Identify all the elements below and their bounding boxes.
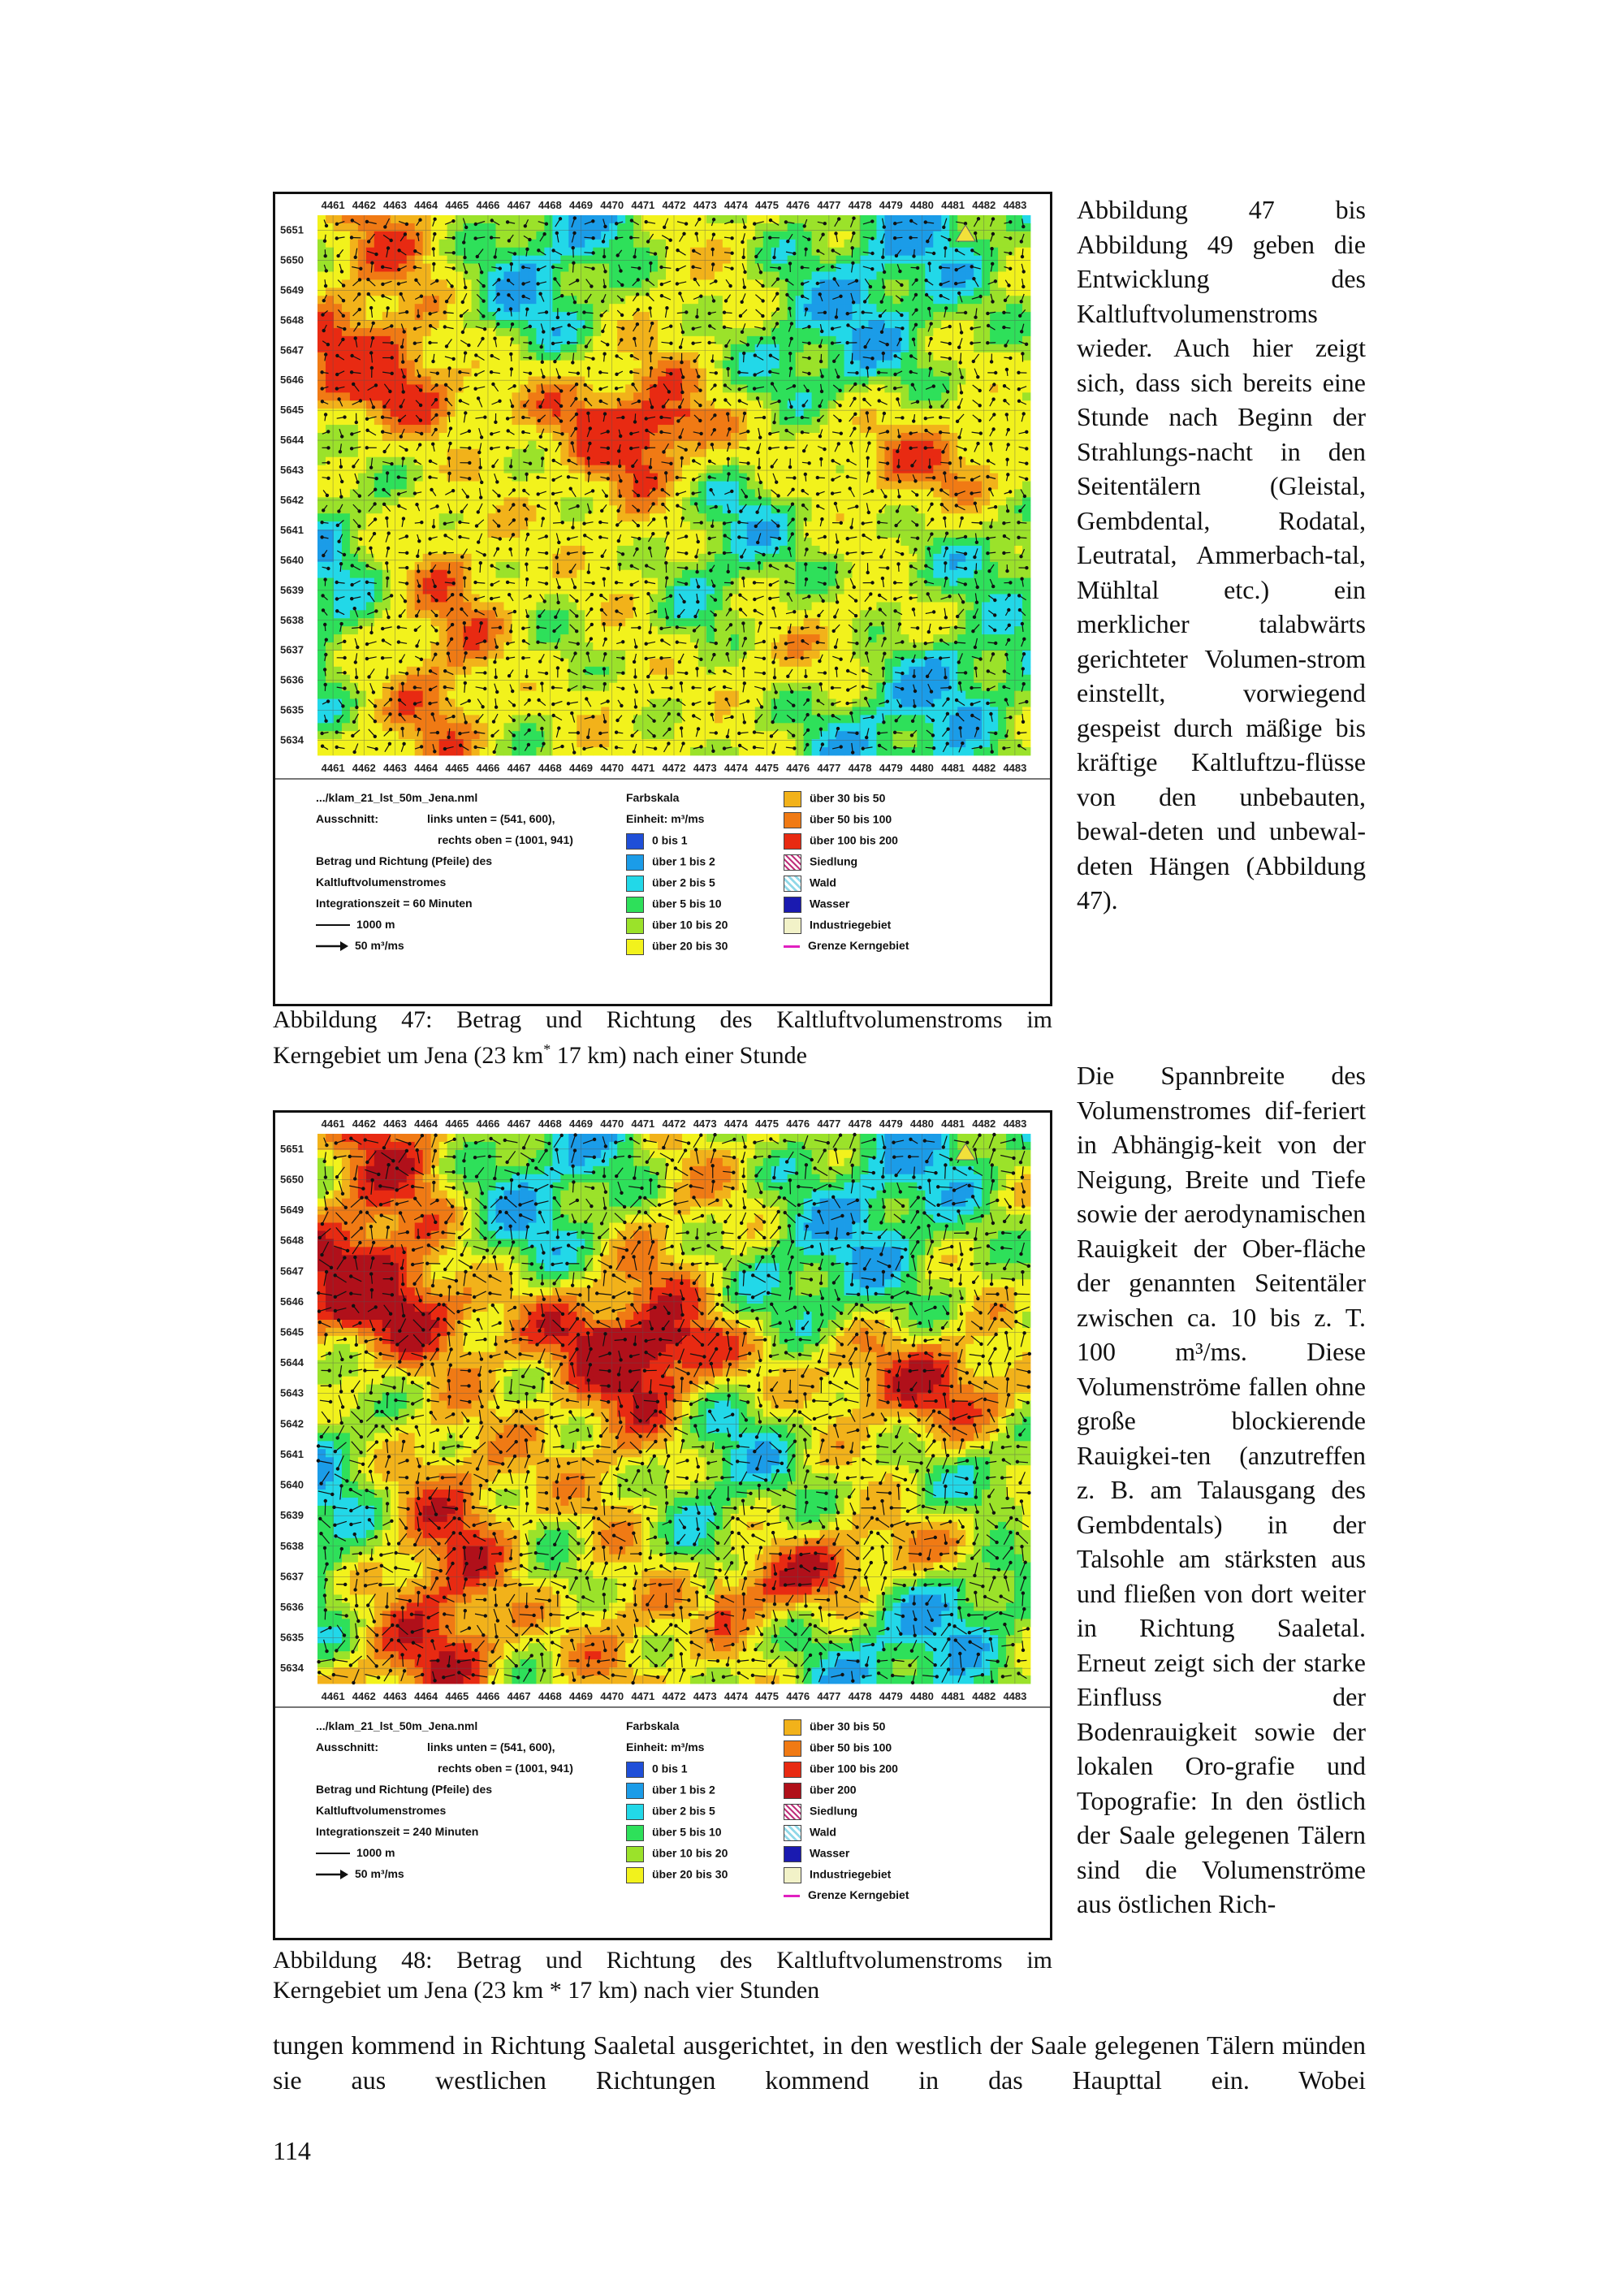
axis-tick-left: 5649 xyxy=(280,1204,304,1217)
legend-class-row xyxy=(784,1762,978,1783)
body-column-1 xyxy=(1077,192,1366,918)
legend-swatch xyxy=(626,854,644,871)
axis-tick-top: 4470 xyxy=(600,1118,624,1130)
axis-tick-left: 5638 xyxy=(280,1539,304,1552)
axis-tick-bottom: 4469 xyxy=(569,762,593,774)
axis-tick-left: 5645 xyxy=(280,1325,304,1338)
axis-tick-bottom: 4470 xyxy=(600,762,624,774)
legend-class-label: über 5 bis 10 xyxy=(652,897,722,910)
legend-scale-arrow: 50 m³/ms xyxy=(355,939,404,952)
legend-class-label: über 1 bis 2 xyxy=(652,1783,715,1797)
axis-tick-bottom: 4461 xyxy=(321,762,345,774)
axis-tick-bottom: 4476 xyxy=(786,1690,810,1702)
legend-class-row xyxy=(626,1804,764,1825)
cold-air-map-4h xyxy=(275,1113,1050,1705)
legend-swatch xyxy=(784,1867,801,1883)
legend-class-row xyxy=(784,812,978,833)
paragraph-1: Abbildung 47 bis Abbildung 49 geben die Entwicklung des Kaltluftvolumenstroms wieder. Auch hier zeigt sich, dass sich bereits eine Stunde nach Beginn der Strahlungs-nacht in den Seitentälern (Gleistal, Gembdental, Rodatal, Leutratal, Ammerbach-tal, Mühltal etc.) ein merklicher talabwärts gerichteter Volumen-strom einstellt, vorwiegend gespeist durch mäßige bis kräftige Kaltluftzu-flüsse von den unbebauten, bewal-deten und unbewal-deten Hängen (Abbildung 47). xyxy=(1077,195,1366,915)
axis-tick-bottom: 4481 xyxy=(941,1690,965,1702)
legend-class-label: über 30 bis 50 xyxy=(810,791,886,805)
legend-class-label: über 10 bis 20 xyxy=(652,1846,728,1860)
axis-tick-bottom: 4480 xyxy=(909,762,934,774)
axis-tick-top: 4475 xyxy=(755,1118,779,1130)
axis-tick-left: 5639 xyxy=(280,583,304,596)
axis-tick-top: 4462 xyxy=(352,1118,376,1130)
axis-tick-top: 4461 xyxy=(321,199,345,211)
axis-tick-top: 4470 xyxy=(600,199,624,211)
legend-swatch xyxy=(626,1804,644,1820)
axis-tick-bottom: 4468 xyxy=(538,1690,562,1702)
axis-tick-bottom: 4469 xyxy=(569,1690,593,1702)
legend-class-label: über 50 bis 100 xyxy=(810,1740,892,1754)
axis-tick-bottom: 4475 xyxy=(755,762,779,774)
axis-tick-left: 5647 xyxy=(280,1265,304,1278)
paragraph-2: Die Spannbreite des Volumenstromes dif-feriert in Abhängig-keit von der Neigung, Breite und Tiefe sowie der aerodynamischen Rauigkeit der Ober-fläche der genannten Seitentäler zwischen ca. 10 bis z. T. 100 m³/ms. Diese Volumenströme fallen ohne große blockierende Rauigkei-ten (anzutreffen z. B. am Talausgang des Gembdentals) in der Talsohle am stärksten aus und fließen von dort weiter in Richtung Saaletal. Erneut zeigt sich der starke Einfluss der Bodenrauigkeit sowie der lokalen Oro-grafie und Topografie: In den östlich der Saale gelegenen Tälern sind die Volumenströme aus östlichen Rich- xyxy=(1077,1061,1366,1918)
legend-class-row xyxy=(626,1867,764,1888)
axis-tick-bottom: 4470 xyxy=(600,1690,624,1702)
legend-class-row xyxy=(784,1867,978,1888)
legend-file: .../klam_21_lst_50m_Jena.nml xyxy=(316,1719,478,1732)
legend-swatch xyxy=(626,1846,644,1862)
legend-class-row xyxy=(784,791,978,812)
legend-swatch xyxy=(784,1804,801,1820)
axis-tick-top: 4471 xyxy=(631,199,655,211)
legend-class-row xyxy=(784,939,978,960)
legend-class-label: über 2 bis 5 xyxy=(652,876,715,889)
legend-class-label: über 5 bis 10 xyxy=(652,1825,722,1839)
axis-tick-top: 4463 xyxy=(382,199,407,211)
legend-class-row xyxy=(784,1888,978,1909)
axis-tick-left: 5644 xyxy=(280,1356,304,1369)
legend-swatch xyxy=(784,833,801,850)
legend-47 xyxy=(275,778,1050,1004)
axis-tick-bottom: 4474 xyxy=(723,1690,748,1702)
legend-scale-length: 1000 m xyxy=(356,1846,395,1859)
axis-tick-left: 5636 xyxy=(280,1600,304,1613)
axis-tick-left: 5640 xyxy=(280,553,304,566)
axis-tick-bottom: 4464 xyxy=(414,762,438,774)
axis-tick-left: 5640 xyxy=(280,1478,304,1491)
legend-class-row xyxy=(784,1719,978,1740)
legend-swatch xyxy=(784,1825,801,1841)
legend-swatch xyxy=(626,876,644,892)
cold-air-map-1h xyxy=(275,194,1050,776)
axis-tick-bottom: 4462 xyxy=(352,762,376,774)
legend-swatch xyxy=(626,1867,644,1883)
axis-tick-top: 4475 xyxy=(755,199,779,211)
axis-tick-bottom: 4479 xyxy=(879,1690,903,1702)
axis-tick-top: 4478 xyxy=(848,1118,872,1130)
legend-betrag-2: Kaltluftvolumenstromes xyxy=(316,876,447,889)
axis-tick-bottom: 4478 xyxy=(848,1690,872,1702)
caption-47-line2b: 17 km) nach einer Stunde xyxy=(551,1042,807,1069)
body-column-2 xyxy=(1077,1058,1366,1922)
legend-links-unten: links unten = (541, 600), xyxy=(427,1740,555,1753)
axis-tick-bottom: 4483 xyxy=(1003,1690,1027,1702)
legend-class-row xyxy=(626,833,764,854)
legend-class-label: Wald xyxy=(810,1825,836,1839)
caption-47-line2a: Kerngebiet um Jena (23 km xyxy=(273,1042,544,1069)
page-number: 114 xyxy=(273,2136,311,2165)
axis-tick-left: 5645 xyxy=(280,404,304,417)
axis-tick-bottom: 4464 xyxy=(414,1690,438,1702)
legend-einheit: Einheit: m³/ms xyxy=(626,1740,705,1753)
legend-class-label: Industriegebiet xyxy=(810,918,892,932)
legend-scale-length: 1000 m xyxy=(356,918,395,931)
axis-tick-bottom: 4479 xyxy=(879,762,903,774)
legend-betrag-2: Kaltluftvolumenstromes xyxy=(316,1804,447,1817)
axis-tick-top: 4467 xyxy=(507,1118,531,1130)
axis-tick-left: 5635 xyxy=(280,703,304,716)
figure-48 xyxy=(273,1110,1052,1940)
axis-tick-top: 4464 xyxy=(414,199,438,211)
paragraph-3: tungen kommend in Richtung Saaletal ausgerichtet, in den westlich der Saale gelegenen Tälern münden sie aus westlichen Richtungen kommend in das Haupttal ein. Wobei xyxy=(273,2030,1366,2095)
axis-tick-bottom: 4477 xyxy=(817,762,841,774)
axis-tick-top: 4483 xyxy=(1003,1118,1027,1130)
legend-class-row xyxy=(626,1825,764,1846)
legend-ausschnitt: Ausschnitt: xyxy=(316,1740,378,1753)
legend-farbskala: Farbskala xyxy=(626,791,680,804)
axis-tick-left: 5638 xyxy=(280,613,304,626)
axis-tick-bottom: 4463 xyxy=(382,762,407,774)
axis-tick-top: 4472 xyxy=(662,1118,686,1130)
scale-line-icon xyxy=(316,924,350,926)
axis-tick-bottom: 4476 xyxy=(786,762,810,774)
axis-tick-left: 5646 xyxy=(280,1295,304,1308)
legend-class-label: Wald xyxy=(810,876,836,889)
axis-tick-top: 4469 xyxy=(569,199,593,211)
axis-tick-left: 5648 xyxy=(280,1234,304,1247)
legend-class-row xyxy=(626,1762,764,1783)
legend-class-label: Grenze Kerngebiet xyxy=(808,939,909,952)
axis-tick-top: 4481 xyxy=(941,199,965,211)
legend-class-row xyxy=(784,918,978,939)
legend-class-row xyxy=(784,1740,978,1762)
legend-swatch xyxy=(784,897,801,913)
axis-tick-top: 4482 xyxy=(972,199,996,211)
axis-tick-bottom: 4473 xyxy=(693,762,717,774)
legend-class-label: über 20 bis 30 xyxy=(652,939,728,953)
axis-tick-bottom: 4462 xyxy=(352,1690,376,1702)
axis-tick-left: 5636 xyxy=(280,673,304,686)
legend-betrag-1: Betrag und Richtung (Pfeile) des xyxy=(316,1783,493,1796)
legend-class-label: Siedlung xyxy=(810,1804,858,1818)
scale-line-icon xyxy=(316,1853,350,1854)
axis-tick-bottom: 4466 xyxy=(476,762,500,774)
legend-class-label: 0 bis 1 xyxy=(652,833,688,847)
legend-class-row xyxy=(784,1783,978,1804)
axis-tick-left: 5641 xyxy=(280,1447,304,1460)
legend-swatch xyxy=(784,918,801,934)
axis-tick-left: 5651 xyxy=(280,223,304,236)
axis-tick-left: 5651 xyxy=(280,1142,304,1155)
axis-tick-bottom: 4483 xyxy=(1003,762,1027,774)
legend-class-row xyxy=(626,854,764,876)
legend-class-label: 0 bis 1 xyxy=(652,1762,688,1775)
legend-class-row xyxy=(784,876,978,897)
legend-swatch xyxy=(784,812,801,828)
axis-tick-left: 5649 xyxy=(280,283,304,296)
axis-tick-left: 5644 xyxy=(280,434,304,447)
caption-47 xyxy=(273,1005,1052,1070)
axis-tick-bottom: 4467 xyxy=(507,762,531,774)
axis-tick-bottom: 4477 xyxy=(817,1690,841,1702)
axis-tick-top: 4465 xyxy=(445,1118,469,1130)
legend-swatch xyxy=(626,918,644,934)
legend-swatch xyxy=(626,833,644,850)
legend-swatch xyxy=(784,1740,801,1757)
legend-rechts-oben: rechts oben = (1001, 941) xyxy=(438,1762,573,1775)
axis-tick-left: 5643 xyxy=(280,464,304,477)
legend-class-label: Siedlung xyxy=(810,854,858,868)
axis-tick-bottom: 4467 xyxy=(507,1690,531,1702)
axis-tick-top: 4483 xyxy=(1003,199,1027,211)
legend-swatch xyxy=(626,1825,644,1841)
axis-tick-top: 4462 xyxy=(352,199,376,211)
axis-tick-top: 4473 xyxy=(693,199,717,211)
legend-class-row xyxy=(784,897,978,918)
legend-class-label: Wasser xyxy=(810,897,850,910)
axis-tick-top: 4465 xyxy=(445,199,469,211)
legend-rechts-oben: rechts oben = (1001, 941) xyxy=(438,833,573,846)
axis-tick-bottom: 4478 xyxy=(848,762,872,774)
legend-integration: Integrationszeit = 240 Minuten xyxy=(316,1825,479,1838)
axis-tick-top: 4469 xyxy=(569,1118,593,1130)
legend-swatch xyxy=(784,1719,801,1736)
legend-class-row xyxy=(784,1846,978,1867)
legend-class-label: über 200 xyxy=(810,1783,857,1797)
axis-tick-left: 5637 xyxy=(280,1570,304,1583)
axis-tick-top: 4476 xyxy=(786,1118,810,1130)
axis-tick-bottom: 4468 xyxy=(538,762,562,774)
caption-48-line2: Kerngebiet um Jena (23 km * 17 km) nach vier Stunden xyxy=(273,1977,820,2004)
legend-class-label: über 30 bis 50 xyxy=(810,1719,886,1733)
axis-tick-top: 4479 xyxy=(879,199,903,211)
legend-class-label: Industriegebiet xyxy=(810,1867,892,1881)
legend-scale-arrow: 50 m³/ms xyxy=(355,1867,404,1880)
axis-tick-bottom: 4465 xyxy=(445,762,469,774)
axis-tick-left: 5639 xyxy=(280,1509,304,1522)
caption-47-sup: * xyxy=(543,1041,551,1057)
legend-class-row xyxy=(784,1825,978,1846)
axis-tick-top: 4476 xyxy=(786,199,810,211)
legend-class-label: über 50 bis 100 xyxy=(810,812,892,826)
scale-arrow-icon xyxy=(316,941,348,951)
axis-tick-left: 5648 xyxy=(280,313,304,326)
body-full-width xyxy=(273,2028,1366,2097)
axis-tick-top: 4467 xyxy=(507,199,531,211)
legend-class-row xyxy=(626,918,764,939)
legend-swatch xyxy=(784,945,800,948)
legend-class-row xyxy=(784,854,978,876)
axis-tick-bottom: 4471 xyxy=(631,1690,655,1702)
axis-tick-left: 5647 xyxy=(280,344,304,357)
legend-class-row xyxy=(626,1846,764,1867)
axis-tick-top: 4477 xyxy=(817,1118,841,1130)
axis-tick-bottom: 4474 xyxy=(723,762,748,774)
axis-tick-top: 4471 xyxy=(631,1118,655,1130)
legend-class-label: über 100 bis 200 xyxy=(810,1762,898,1775)
axis-tick-left: 5635 xyxy=(280,1631,304,1644)
legend-file: .../klam_21_lst_50m_Jena.nml xyxy=(316,791,478,804)
legend-links-unten: links unten = (541, 600), xyxy=(427,812,555,825)
legend-swatch xyxy=(626,1762,644,1778)
axis-tick-left: 5642 xyxy=(280,1417,304,1430)
axis-tick-top: 4480 xyxy=(909,1118,934,1130)
legend-swatch xyxy=(784,854,801,871)
legend-betrag-1: Betrag und Richtung (Pfeile) des xyxy=(316,854,493,867)
axis-tick-bottom: 4463 xyxy=(382,1690,407,1702)
axis-tick-left: 5634 xyxy=(280,1662,304,1675)
axis-tick-bottom: 4466 xyxy=(476,1690,500,1702)
legend-48 xyxy=(275,1706,1050,1938)
axis-tick-bottom: 4475 xyxy=(755,1690,779,1702)
axis-tick-bottom: 4480 xyxy=(909,1690,934,1702)
axis-tick-top: 4480 xyxy=(909,199,934,211)
legend-farbskala: Farbskala xyxy=(626,1719,680,1732)
legend-class-label: über 20 bis 30 xyxy=(652,1867,728,1881)
axis-tick-top: 4466 xyxy=(476,199,500,211)
axis-tick-left: 5650 xyxy=(280,253,304,266)
axis-tick-left: 5637 xyxy=(280,643,304,656)
legend-class-label: über 10 bis 20 xyxy=(652,918,728,932)
axis-tick-bottom: 4482 xyxy=(972,762,996,774)
legend-swatch xyxy=(784,1762,801,1778)
legend-swatch xyxy=(626,1783,644,1799)
axis-tick-bottom: 4472 xyxy=(662,762,686,774)
axis-tick-bottom: 4472 xyxy=(662,1690,686,1702)
legend-swatch xyxy=(784,1783,801,1799)
legend-class-row xyxy=(784,833,978,854)
axis-tick-left: 5650 xyxy=(280,1173,304,1186)
axis-tick-top: 4472 xyxy=(662,199,686,211)
legend-class-row xyxy=(784,1804,978,1825)
legend-swatch xyxy=(784,876,801,892)
axis-tick-bottom: 4471 xyxy=(631,762,655,774)
axis-tick-top: 4474 xyxy=(723,199,748,211)
legend-swatch xyxy=(626,897,644,913)
legend-class-label: über 100 bis 200 xyxy=(810,833,898,847)
axis-tick-bottom: 4482 xyxy=(972,1690,996,1702)
legend-einheit: Einheit: m³/ms xyxy=(626,812,705,825)
axis-tick-bottom: 4465 xyxy=(445,1690,469,1702)
caption-48 xyxy=(273,1945,1052,2005)
legend-class-label: über 2 bis 5 xyxy=(652,1804,715,1818)
figure-47 xyxy=(273,192,1052,1006)
legend-swatch xyxy=(784,1895,800,1897)
axis-tick-bottom: 4473 xyxy=(693,1690,717,1702)
axis-tick-top: 4466 xyxy=(476,1118,500,1130)
legend-class-row xyxy=(626,897,764,918)
legend-swatch xyxy=(626,939,644,955)
axis-tick-top: 4477 xyxy=(817,199,841,211)
axis-tick-left: 5642 xyxy=(280,493,304,506)
legend-integration: Integrationszeit = 60 Minuten xyxy=(316,897,473,910)
legend-class-row xyxy=(626,939,764,960)
legend-ausschnitt: Ausschnitt: xyxy=(316,812,378,825)
axis-tick-top: 4473 xyxy=(693,1118,717,1130)
axis-tick-left: 5643 xyxy=(280,1386,304,1399)
axis-tick-top: 4482 xyxy=(972,1118,996,1130)
legend-class-row xyxy=(626,1783,764,1804)
caption-48-line1: Abbildung 48: Betrag und Richtung des Kaltluftvolumenstroms im xyxy=(273,1947,1052,1974)
axis-tick-top: 4461 xyxy=(321,1118,345,1130)
axis-tick-top: 4468 xyxy=(538,199,562,211)
legend-swatch xyxy=(784,1846,801,1862)
axis-tick-bottom: 4481 xyxy=(941,762,965,774)
axis-tick-top: 4464 xyxy=(414,1118,438,1130)
legend-class-row xyxy=(626,876,764,897)
legend-swatch xyxy=(784,791,801,807)
axis-tick-left: 5646 xyxy=(280,374,304,387)
scale-arrow-icon xyxy=(316,1870,348,1879)
axis-tick-top: 4463 xyxy=(382,1118,407,1130)
axis-tick-left: 5634 xyxy=(280,733,304,746)
legend-class-label: Wasser xyxy=(810,1846,850,1860)
axis-tick-bottom: 4461 xyxy=(321,1690,345,1702)
axis-tick-top: 4481 xyxy=(941,1118,965,1130)
caption-47-line1: Abbildung 47: Betrag und Richtung des Kaltluftvolumenstroms im xyxy=(273,1006,1052,1033)
axis-tick-top: 4468 xyxy=(538,1118,562,1130)
axis-tick-top: 4474 xyxy=(723,1118,748,1130)
legend-class-label: über 1 bis 2 xyxy=(652,854,715,868)
legend-class-label: Grenze Kerngebiet xyxy=(808,1888,909,1901)
axis-tick-top: 4479 xyxy=(879,1118,903,1130)
axis-tick-left: 5641 xyxy=(280,523,304,536)
axis-tick-top: 4478 xyxy=(848,199,872,211)
